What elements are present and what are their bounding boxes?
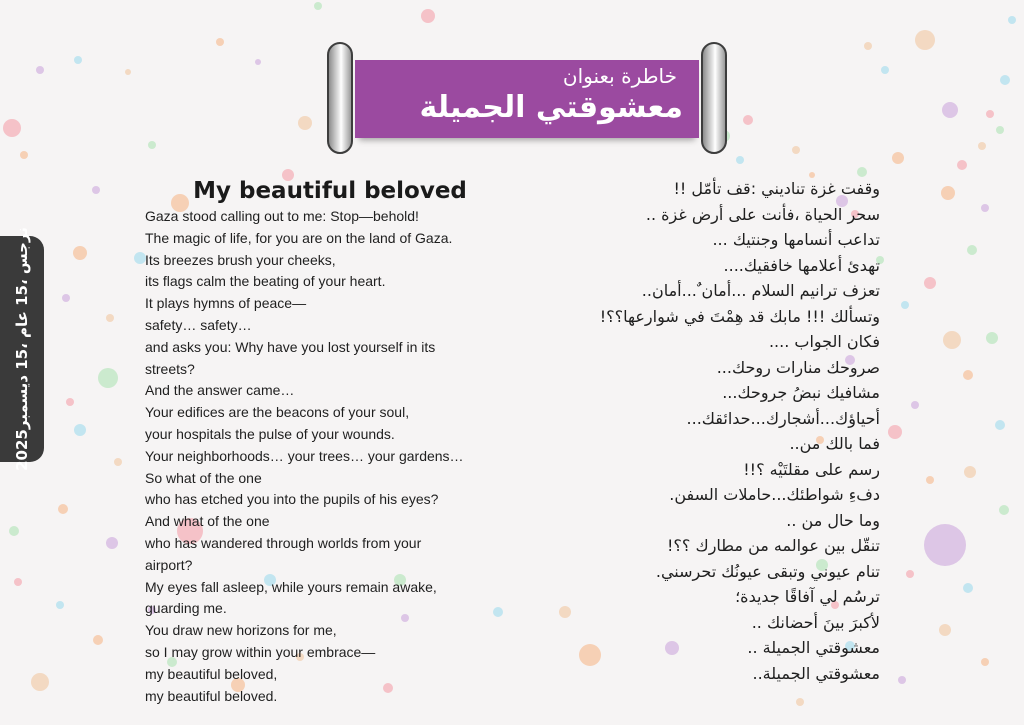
- arabic-poem-line: مشافيك نبضُ جروحك...: [722, 383, 880, 402]
- english-poem-line: and asks you: Why have you lost yourself in its: [145, 338, 436, 355]
- english-poem-line: so I may grow within your embrace—: [145, 643, 376, 660]
- confetti-dot: [743, 115, 753, 125]
- arabic-poem-line: وما حال من ..: [786, 510, 880, 530]
- arabic-poem-line: تنام عيوني وتبقى عيونُك تحرسني.: [655, 561, 880, 581]
- confetti-dot: [881, 66, 889, 74]
- english-poem-line: It plays hymns of peace—: [145, 295, 307, 312]
- english-poem-line: streets?: [145, 360, 195, 377]
- arabic-poem-line: وقفت غزة تناديني :قف تأمّل !!: [673, 179, 880, 198]
- english-poem-line: And what of the one: [145, 513, 270, 530]
- english-poem-line: my beautiful beloved.: [145, 687, 278, 704]
- confetti-dot: [93, 635, 103, 645]
- english-poem-line: your hospitals the pulse of your wounds.: [145, 425, 395, 442]
- confetti-dot: [911, 401, 919, 409]
- confetti-dot: [31, 673, 49, 691]
- english-poem-line: So what of the one: [145, 469, 262, 486]
- confetti-dot: [963, 583, 973, 593]
- english-poem-line: safety… safety…: [145, 316, 252, 333]
- arabic-poem-line: أحياؤك...أشجارك...حدائقك...: [686, 408, 880, 428]
- arabic-poem: [560, 176, 880, 686]
- english-poem-line: The magic of life, for you are on the land of Gaza.: [145, 229, 453, 246]
- arabic-poem-line: تداعب أنسامها وجنتيك ...: [712, 230, 880, 249]
- confetti-dot: [74, 56, 82, 64]
- arabic-poem-line: صروحك منارات روحك...: [716, 357, 880, 377]
- arabic-poem-line: معشوقتي الجميلة..: [752, 663, 880, 683]
- arabic-poem-line: دفءِ شواطئك...حاملات السفن.: [669, 485, 880, 504]
- arabic-poem-line: تعزف ترانيم السلام ...أمان ٌ...أمان..: [641, 281, 880, 300]
- confetti-dot: [981, 204, 989, 212]
- confetti-dot: [986, 332, 998, 344]
- arabic-poem-line: فكان الجواب ....: [768, 332, 880, 351]
- confetti-dot: [1000, 75, 1010, 85]
- arabic-poem-line: تهدئ أعلامها خافقيك....: [723, 255, 880, 275]
- confetti-dot: [995, 420, 1005, 430]
- english-poem-line: airport?: [145, 556, 193, 573]
- english-poem-line: Your neighborhoods… your trees… your gardens…: [145, 447, 464, 464]
- confetti-dot: [3, 119, 21, 137]
- english-poem-line: who has etched you into the pupils of his eyes?: [145, 491, 439, 508]
- confetti-dot: [56, 601, 64, 609]
- confetti-dot: [736, 156, 744, 164]
- arabic-poem-line: فما بالك من..: [789, 434, 880, 453]
- confetti-dot: [62, 294, 70, 302]
- confetti-dot: [114, 458, 122, 466]
- english-poem-line: And the answer came…: [145, 382, 295, 399]
- arabic-poem-line: لأكبرَ بينَ أحضانك ..: [751, 612, 880, 632]
- arabic-poem-line: تنقّل بين عوالمه من مطارك ؟؟!: [667, 536, 880, 555]
- english-poem-title: My beautiful beloved: [193, 178, 467, 204]
- scroll-roll-right: [701, 42, 727, 154]
- confetti-dot: [924, 524, 966, 566]
- confetti-dot: [125, 69, 131, 75]
- confetti-dot: [942, 102, 958, 118]
- confetti-dot: [963, 370, 973, 380]
- confetti-dot: [915, 30, 935, 50]
- confetti-dot: [98, 368, 118, 388]
- confetti-dot: [9, 526, 19, 536]
- arabic-poem-line: معشوقتي الجميلة ..: [747, 638, 880, 657]
- confetti-dot: [924, 277, 936, 289]
- english-poem-line: Your edifices are the beacons of your soul,: [145, 404, 410, 421]
- confetti-dot: [58, 504, 68, 514]
- confetti-dot: [796, 698, 804, 706]
- confetti-dot: [148, 141, 156, 149]
- confetti-dot: [978, 142, 986, 150]
- arabic-poem-line: ترسُم لي آفاقًا جديدة؛: [735, 587, 880, 606]
- confetti-dot: [792, 146, 800, 154]
- confetti-dot: [20, 151, 28, 159]
- author-date-text: نرجس ،15 عام ،15 ديسمبر2025: [13, 227, 31, 471]
- confetti-dot: [106, 537, 118, 549]
- confetti-dot: [943, 331, 961, 349]
- confetti-dot: [957, 160, 967, 170]
- banner-title: معشوقتي الجميلة: [419, 90, 683, 125]
- banner-subtitle: خاطرة بعنوان: [562, 64, 677, 88]
- english-poem: [145, 206, 505, 707]
- english-poem-line: its flags calm the beating of your heart.: [145, 273, 386, 290]
- confetti-dot: [888, 425, 902, 439]
- confetti-dot: [421, 9, 435, 23]
- confetti-dot: [981, 658, 989, 666]
- confetti-dot: [996, 126, 1004, 134]
- author-date-tab: [0, 227, 44, 471]
- arabic-poem-line: رسم على مقلتَيْه ؟!!: [743, 459, 880, 479]
- confetti-dot: [926, 476, 934, 484]
- english-poem-line: My eyes fall asleep, while yours remain awake,: [145, 578, 437, 595]
- confetti-dot: [74, 424, 86, 436]
- confetti-dot: [106, 314, 114, 322]
- confetti-dot: [1008, 16, 1016, 24]
- confetti-dot: [906, 570, 914, 578]
- english-poem-line: who has wandered through worlds from your: [145, 534, 422, 551]
- english-poem-line: guarding me.: [145, 600, 227, 617]
- confetti-dot: [999, 505, 1009, 515]
- english-poem-line: Gaza stood calling out to me: Stop—behold!: [145, 208, 419, 224]
- english-poem-line: my beautiful beloved,: [145, 665, 278, 682]
- english-poem-line: You draw new horizons for me,: [145, 622, 337, 639]
- confetti-dot: [941, 186, 955, 200]
- confetti-dot: [901, 301, 909, 309]
- arabic-poem-line: وتسألك !!! مابك قد هِمْتَ في شوارعها؟؟!: [599, 306, 880, 326]
- scroll-roll-left: [327, 42, 353, 154]
- confetti-dot: [892, 152, 904, 164]
- confetti-dot: [36, 66, 44, 74]
- confetti-dot: [939, 624, 951, 636]
- confetti-dot: [964, 466, 976, 478]
- confetti-dot: [314, 2, 322, 10]
- confetti-dot: [66, 398, 74, 406]
- title-scroll-banner: [327, 42, 727, 157]
- confetti-dot: [298, 116, 312, 130]
- english-poem-line: Its breezes brush your cheeks,: [145, 251, 336, 268]
- confetti-dot: [92, 186, 100, 194]
- confetti-dot: [255, 59, 261, 65]
- confetti-dot: [967, 245, 977, 255]
- confetti-dot: [14, 578, 22, 586]
- confetti-dot: [898, 676, 906, 684]
- confetti-dot: [864, 42, 872, 50]
- confetti-dot: [986, 110, 994, 118]
- arabic-poem-line: سحر الحياة ،فأنت على أرض غزة ..: [645, 204, 880, 224]
- confetti-dot: [73, 246, 87, 260]
- confetti-dot: [216, 38, 224, 46]
